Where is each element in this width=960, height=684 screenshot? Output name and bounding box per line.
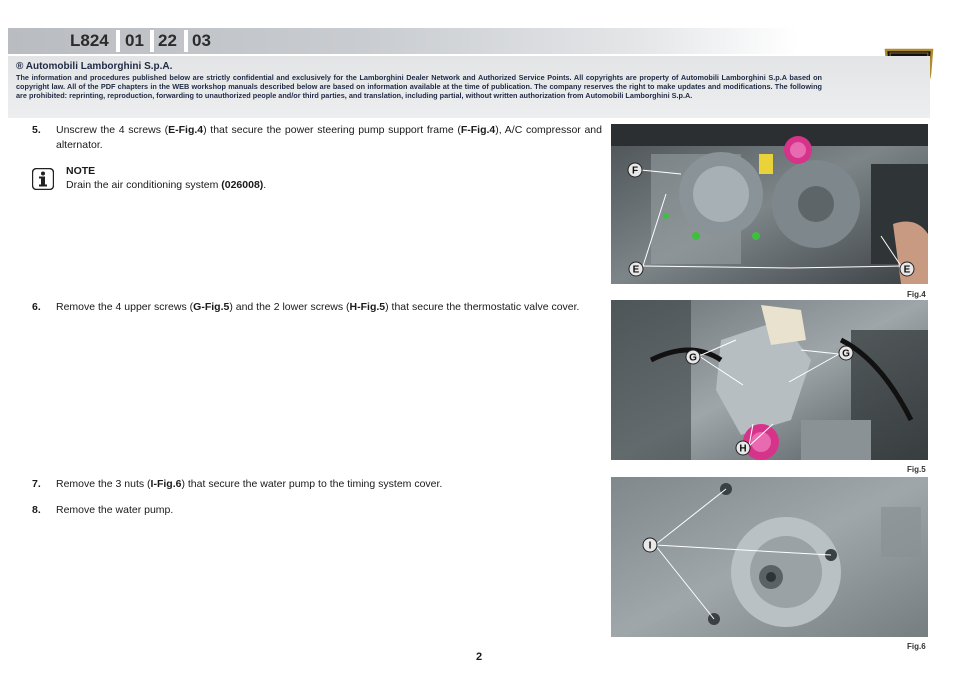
step-ref: G-Fig.5: [193, 301, 230, 313]
callout-f: F: [631, 165, 639, 177]
callout-g: G: [842, 348, 850, 360]
figure-6-photo: [611, 477, 928, 637]
step-text-part: ), A/C compressor and alternator.: [56, 124, 602, 151]
step-text-part: ) that secure the power steering pump support frame (: [203, 124, 461, 136]
step-text: [56, 300, 602, 315]
callout-h: H: [739, 443, 747, 455]
step-number: 7.: [32, 478, 41, 490]
step-text-part: Remove the water pump.: [56, 504, 174, 516]
callout-e: E: [632, 264, 640, 276]
step-text-part: Remove the 4 upper screws (: [56, 301, 194, 313]
step-text-part: Remove the 3 nuts (: [56, 478, 151, 490]
note-title: NOTE: [66, 165, 96, 177]
step-text: [56, 503, 602, 518]
step-text: [56, 477, 602, 492]
manual-code-group: 01: [125, 31, 144, 50]
step-text-part: ) that secure the thermostatic valve cover.: [385, 301, 580, 313]
figure-5-label: Fig.5: [907, 465, 926, 474]
figure-5-photo: [611, 300, 928, 460]
step-ref: F-Fig.4: [460, 124, 496, 136]
step-number: 5.: [32, 124, 41, 136]
callout-i: I: [648, 540, 652, 552]
manual-code-section: 22: [158, 31, 177, 50]
note-text: [66, 179, 266, 191]
note-text-part: .: [263, 179, 267, 191]
step-text: [56, 123, 602, 153]
step-number: 6.: [32, 301, 41, 313]
page-number: 2: [476, 651, 483, 663]
company-name: ® Automobili Lamborghini S.p.A.: [16, 61, 173, 72]
figure-6-label: Fig.6: [907, 642, 926, 651]
code-separator: [184, 30, 188, 52]
manual-code-model: L824: [70, 31, 109, 50]
step-text-part: ) that secure the water pump to the timing system cover.: [181, 478, 443, 490]
callout-g: G: [689, 352, 697, 364]
code-separator: [116, 30, 120, 52]
callout-e: E: [903, 264, 911, 276]
step-ref: E-Fig.4: [168, 124, 204, 136]
step-ref: H-Fig.5: [349, 301, 386, 313]
step-text-part: ) and the 2 lower screws (: [229, 301, 350, 313]
figure-4-label: Fig.4: [907, 290, 926, 299]
note-text-part: Drain the air conditioning system: [66, 179, 222, 191]
step-text-part: Unscrew the 4 screws (: [56, 124, 169, 136]
step-number: 8.: [32, 504, 41, 516]
info-icon: [32, 168, 54, 190]
copyright-disclaimer: The information and procedures published below are strictly confidential and exclusively for the Lamborghini Dealer Network and Authorized Service Points. All copyrights are property of Automobili Lamborghini S.p.A based on copyright law. All of the PDF chapters in the WEB workshop manuals described below are based on information available at the time of publication. The company reserves the right to make updates and modifications. The following are prohibited: reprinting, reproduction, forwarding to unauthorized people and/or third parties, and translation, including partial, without written authorization from Automobili Lamborghini S.p.A.: [16, 73, 822, 100]
figure-4-photo: [611, 124, 928, 284]
code-separator: [150, 30, 154, 52]
step-ref: I-Fig.6: [150, 478, 182, 490]
note-procedure-code: (026008): [221, 179, 264, 191]
manual-code-page: 03: [192, 31, 211, 50]
